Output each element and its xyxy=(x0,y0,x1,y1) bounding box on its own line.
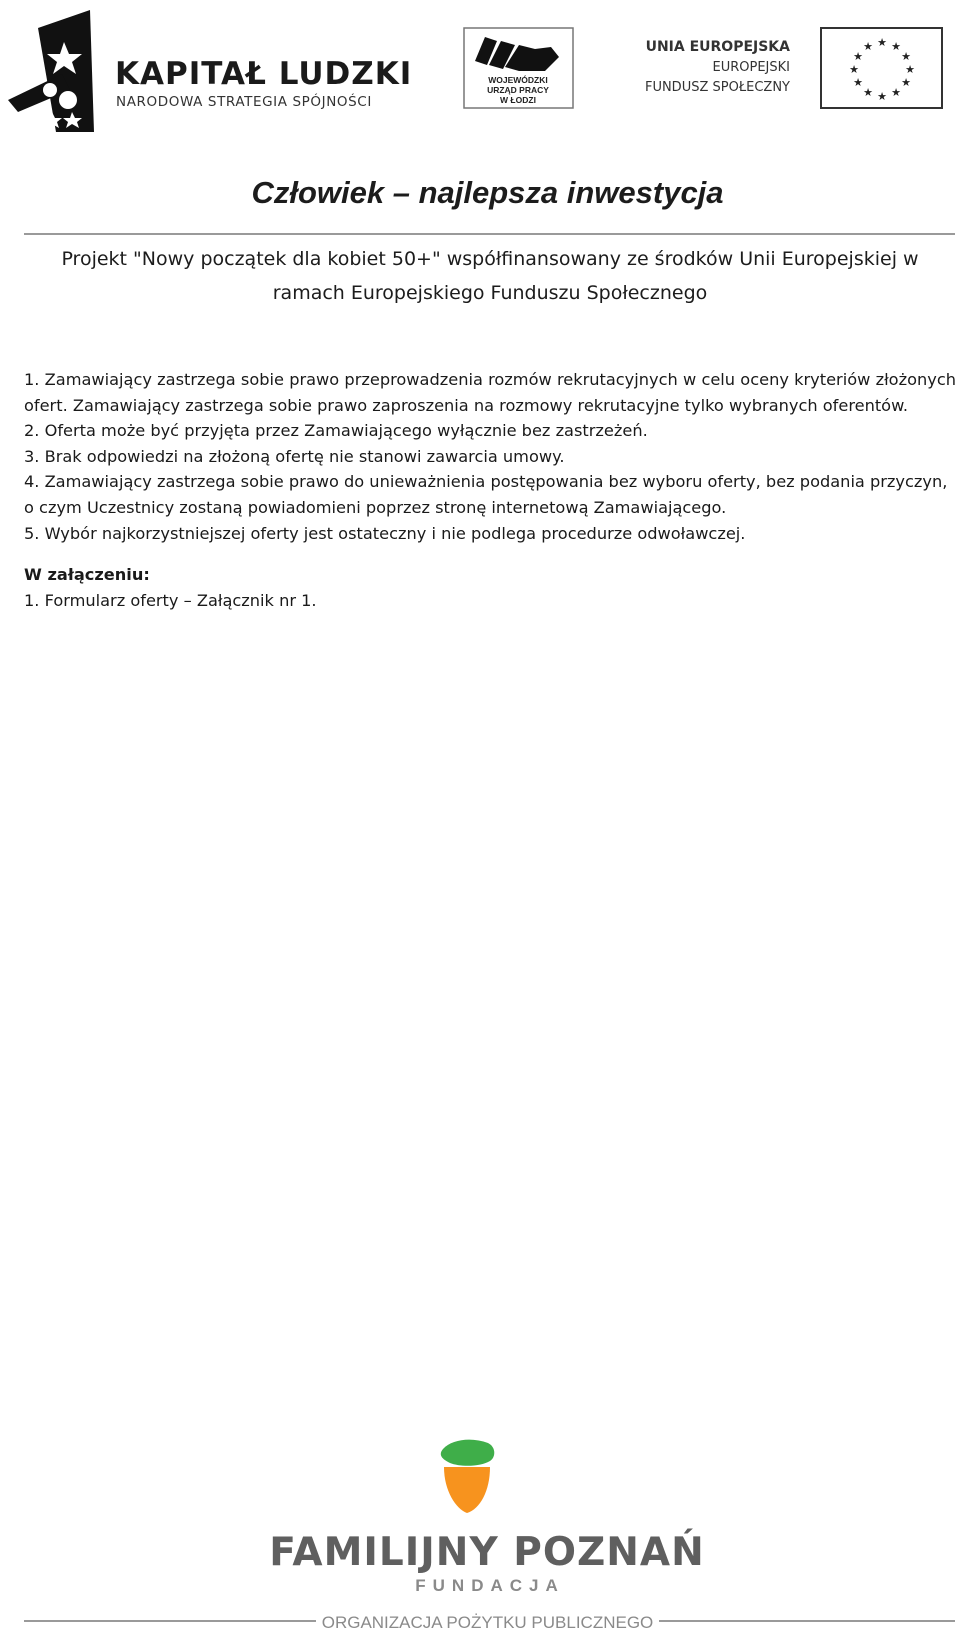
svg-text:★: ★ xyxy=(849,63,859,76)
svg-text:★: ★ xyxy=(863,40,873,53)
unia-europejska-logo xyxy=(640,27,946,109)
svg-text:★: ★ xyxy=(901,50,911,63)
document-body xyxy=(24,367,956,613)
svg-text:★: ★ xyxy=(863,86,873,99)
ue-line-3: FUNDUSZ SPOŁECZNY xyxy=(644,80,790,95)
footer-organization-text: ORGANIZACJA POŻYTKU PUBLICZNEGO xyxy=(316,1613,660,1632)
svg-text:★: ★ xyxy=(905,63,915,76)
list-item-1: 1. Zamawiający zastrzega sobie prawo przeprowadzenia rozmów rekrutacyjnych w celu oceny kryteriów złożonych ofert. Zamawiający zastrzega sobie prawo zaproszenia na rozmowy rekrutacyjne tylko wybranych oferentów. xyxy=(24,370,956,415)
svg-text:★: ★ xyxy=(853,50,863,63)
wup-line-3: W ŁODZI xyxy=(500,95,536,105)
svg-text:★: ★ xyxy=(853,76,863,89)
kapital-ludzki-subtitle: NARODOWA STRATEGIA SPÓJNOŚCI xyxy=(116,94,372,110)
kapital-ludzki-logo xyxy=(8,8,413,134)
document-title: Człowiek – najlepsza inwestycja xyxy=(251,175,724,210)
svg-text:★: ★ xyxy=(901,76,911,89)
wup-line-2: URZĄD PRACY xyxy=(487,85,549,95)
footer-organization xyxy=(0,1613,975,1633)
svg-text:★: ★ xyxy=(891,40,901,53)
kapital-ludzki-title: KAPITAŁ LUDZKI xyxy=(115,56,413,92)
project-description-line-2: ramach Europejskiego Funduszu Społecznego xyxy=(272,282,708,304)
project-description xyxy=(30,242,950,310)
familijny-poznan-logo xyxy=(269,1437,705,1597)
svg-text:★: ★ xyxy=(891,86,901,99)
svg-text:★: ★ xyxy=(877,90,887,103)
attachments-heading: W załączeniu: xyxy=(24,565,150,585)
list-item-5: 5. Wybór najkorzystniejszej oferty jest ostateczny i nie podlega procedurze odwoławczej. xyxy=(24,523,746,543)
ue-line-1: UNIA EUROPEJSKA xyxy=(645,39,790,55)
title-divider xyxy=(24,233,955,235)
wup-lodz-logo xyxy=(463,27,574,109)
fundacja-label: FUNDACJA xyxy=(415,1576,565,1595)
attachment-item-1: 1. Formularz oferty – Załącznik nr 1. xyxy=(24,590,317,610)
carrot-icon xyxy=(444,1467,490,1513)
project-description-line-1: Projekt "Nowy początek dla kobiet 50+" współfinansowany ze środków Unii Europejskiej w xyxy=(61,248,919,270)
familijny-poznan-name: FAMILIJNY POZNAŃ xyxy=(269,1530,705,1575)
ue-line-2: EUROPEJSKI xyxy=(712,60,790,75)
list-item-3: 3. Brak odpowiedzi na złożoną ofertę nie stanowi zawarcia umowy. xyxy=(24,446,565,466)
wup-line-1: WOJEWÓDZKI xyxy=(488,75,548,85)
list-item-4: 4. Zamawiający zastrzega sobie prawo do unieważnienia postępowania bez wyboru oferty, bez podania przyczyn, xyxy=(24,472,948,492)
list-item-4-continued: o czym Uczestnicy zostaną powiadomieni poprzez stronę internetową Zamawiającego. xyxy=(24,497,727,517)
list-item-2: 2. Oferta może być przyjęta przez Zamawiającego wyłącznie bez zastrzeżeń. xyxy=(24,421,648,441)
svg-text:★: ★ xyxy=(877,36,887,49)
leaf-icon xyxy=(441,1440,494,1466)
